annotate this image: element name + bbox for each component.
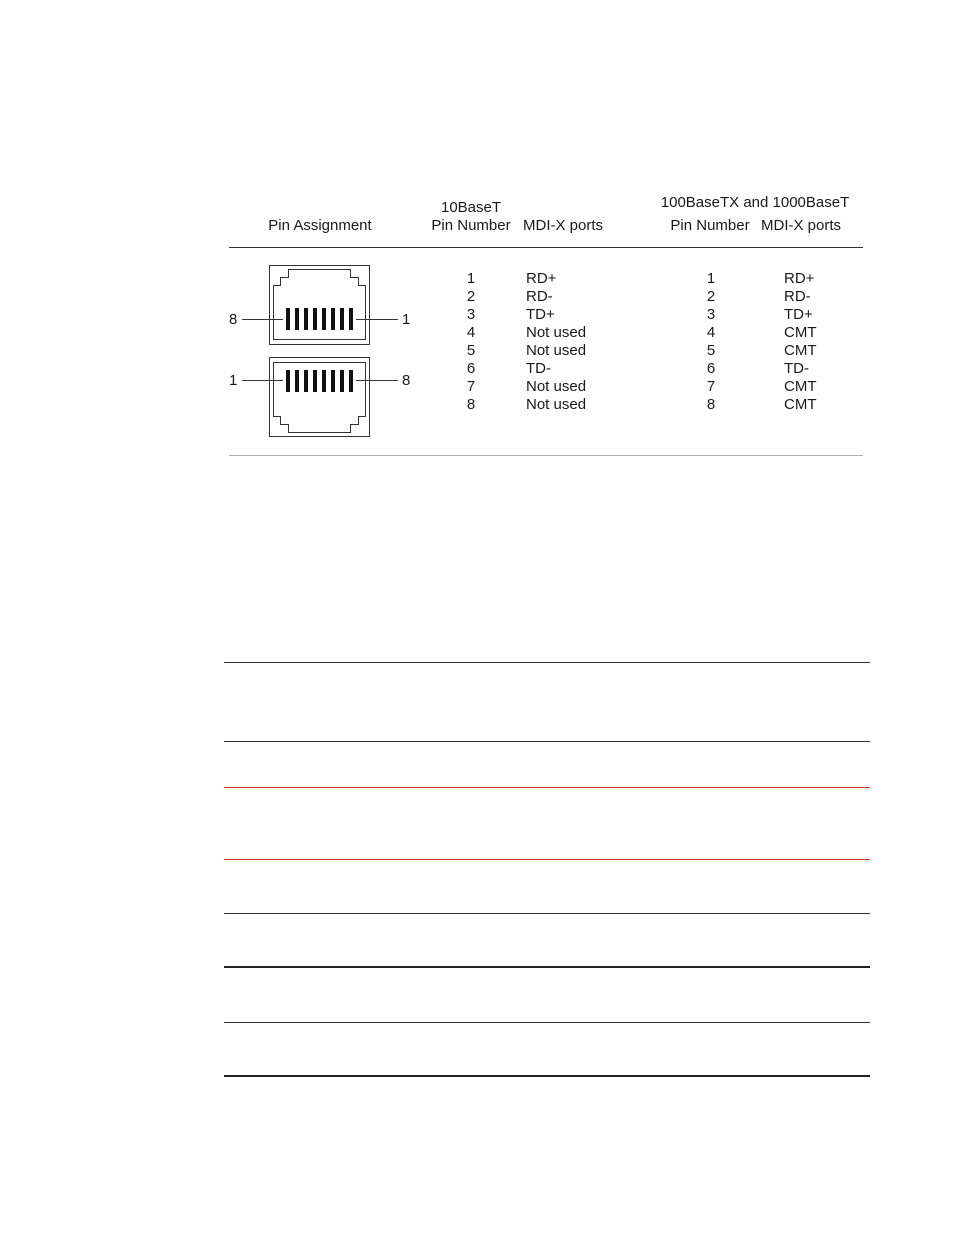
gigabase-signal: RD+	[784, 270, 815, 287]
tenbase-pin: 2	[466, 288, 476, 305]
tenbase-signal: Not used	[526, 342, 587, 359]
tenbase-pin: 3	[466, 306, 476, 323]
tenbase-signal: RD+	[526, 270, 557, 287]
pin-assignment-header: Pin Assignment	[268, 217, 372, 234]
gigabase-pin: 4	[706, 324, 716, 341]
section-rule	[224, 1022, 870, 1023]
gigabase-signal: CMT	[784, 342, 817, 359]
tenbase-mdix-header: MDI-X ports	[523, 217, 604, 234]
gigabase-signal: CMT	[784, 378, 817, 395]
upper-left-pin-label: 8	[229, 311, 238, 328]
tenbase-signal-column	[526, 270, 586, 414]
figure-header-rule	[229, 247, 863, 248]
upper-contacts	[286, 308, 353, 330]
gigabase-signal-column	[784, 270, 817, 414]
tenbase-pin: 8	[466, 396, 476, 413]
gigabase-title: 100BaseTX and 1000BaseT	[660, 194, 850, 211]
lower-contacts	[286, 370, 353, 392]
tenbase-pin: 5	[466, 342, 476, 359]
gigabase-pin: 5	[706, 342, 716, 359]
tenbase-signal: Not used	[526, 396, 587, 413]
gigabase-pin: 6	[706, 360, 716, 377]
tenbase-pin-column	[461, 270, 481, 414]
tenbase-signal: RD-	[526, 288, 553, 305]
caution-bottom-rule	[224, 859, 870, 860]
gigabase-pin: 3	[706, 306, 716, 323]
gigabase-signal: TD+	[784, 306, 813, 323]
tenbase-pin: 6	[466, 360, 476, 377]
tenbase-signal: TD+	[526, 306, 555, 323]
tenbase-pin: 4	[466, 324, 476, 341]
gigabase-mdix-header: MDI-X ports	[761, 217, 842, 234]
gigabase-signal: CMT	[784, 324, 817, 341]
section-rule	[224, 741, 870, 742]
gigabase-signal: CMT	[784, 396, 817, 413]
gigabase-pin: 8	[706, 396, 716, 413]
tenbase-signal: Not used	[526, 324, 587, 341]
figure-bottom-rule	[229, 455, 863, 456]
gigabase-pin: 7	[706, 378, 716, 395]
tenbase-signal: Not used	[526, 378, 587, 395]
tenbase-signal: TD-	[526, 360, 551, 377]
gigabase-pin: 2	[706, 288, 716, 305]
lower-right-pin-label: 8	[402, 372, 411, 389]
gigabase-pin-number-header: Pin Number	[670, 217, 750, 234]
gigabase-pin-column	[701, 270, 721, 414]
upper-right-pin-label: 1	[402, 311, 411, 328]
section-rule	[224, 913, 870, 914]
gigabase-pin: 1	[706, 270, 716, 287]
caution-top-rule	[224, 787, 870, 788]
tenbase-pin: 7	[466, 378, 476, 395]
tenbase-title: 10BaseT	[440, 199, 502, 216]
tenbase-pin: 1	[466, 270, 476, 287]
rj45-connector-diagram	[230, 263, 420, 443]
lower-left-pin-label: 1	[229, 372, 238, 389]
section-rule	[224, 1075, 870, 1077]
tenbase-pin-number-header: Pin Number	[431, 217, 511, 234]
section-rule	[224, 662, 870, 663]
gigabase-signal: RD-	[784, 288, 811, 305]
section-rule	[224, 966, 870, 968]
gigabase-signal: TD-	[784, 360, 809, 377]
